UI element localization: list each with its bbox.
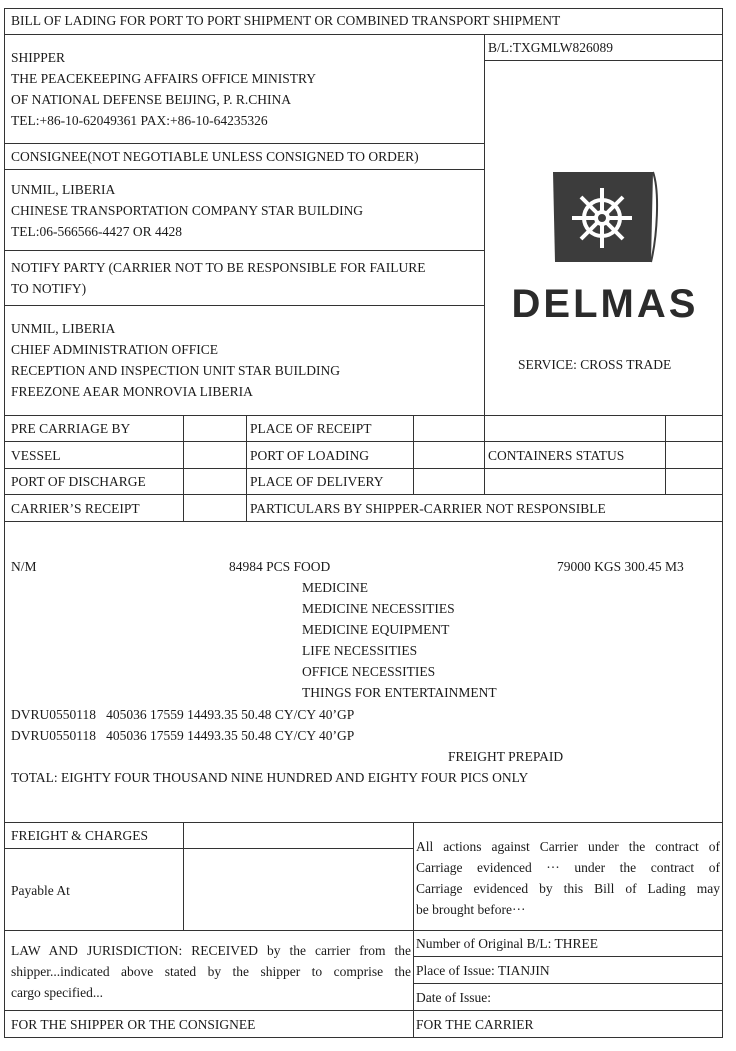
divider	[4, 143, 485, 144]
notify-line: UNMIL, LIBERIA	[11, 321, 116, 336]
divider	[183, 822, 184, 930]
divider	[246, 415, 247, 522]
document-title: BILL OF LADING FOR PORT TO PORT SHIPMENT OR COMBINED TRANSPORT SHIPMENT	[11, 13, 561, 28]
divider	[4, 468, 723, 469]
divider	[4, 415, 723, 416]
divider	[4, 441, 723, 442]
cargo-item: MEDICINE	[302, 580, 368, 595]
border-top	[4, 8, 723, 9]
carriers-receipt-label: CARRIER’S RECEIPT	[11, 501, 140, 516]
consignee-line: CHINESE TRANSPORTATION COMPANY STAR BUILDING	[11, 203, 364, 218]
containers-status-label: CONTAINERS STATUS	[488, 448, 625, 463]
place-of-delivery-label: PLACE OF DELIVERY	[250, 474, 384, 489]
consignee-label: CONSIGNEE(NOT NEGOTIABLE UNLESS CONSIGNED TO ORDER)	[11, 149, 419, 164]
cargo-item: OFFICE NECESSITIES	[302, 664, 436, 679]
container-line: DVRU0550118 405036 17559 14493.35 50.48 CY/CY 40’GP	[11, 707, 355, 722]
service-text: SERVICE: CROSS TRADE	[518, 357, 672, 372]
divider	[484, 415, 485, 495]
actions-clause-line: Carriage evidenced by this Bill of Lading may	[416, 881, 720, 896]
notify-line: RECEPTION AND INSPECTION UNIT STAR BUILDING	[11, 363, 341, 378]
shipper-line: THE PEACEKEEPING AFFAIRS OFFICE MINISTRY	[11, 71, 317, 86]
cargo-item: THINGS FOR ENTERTAINMENT	[302, 685, 497, 700]
delmas-logo	[505, 162, 705, 332]
divider	[484, 34, 485, 415]
actions-clause-line: All actions against Carrier under the contract of	[416, 839, 720, 854]
notify-label: NOTIFY PARTY (CARRIER NOT TO BE RESPONSIBLE FOR FAILURE	[11, 260, 426, 275]
freight-prepaid: FREIGHT PREPAID	[448, 749, 564, 764]
divider	[4, 494, 723, 495]
law-clause-line: LAW AND JURISDICTION: RECEIVED by the carrier from the	[11, 943, 411, 958]
logo-wordmark: DELMAS	[511, 282, 699, 326]
pre-carriage-label: PRE CARRIAGE BY	[11, 421, 131, 436]
cargo-item: LIFE NECESSITIES	[302, 643, 418, 658]
consignee-line: TEL:06-566566-4427 OR 4428	[11, 224, 182, 239]
divider	[4, 822, 723, 823]
divider	[4, 250, 485, 251]
shipper-line: TEL:+86-10-62049361 PAX:+86-10-64235326	[11, 113, 268, 128]
border-left	[4, 8, 5, 1038]
divider	[484, 60, 723, 61]
container-line: DVRU0550118 405036 17559 14493.35 50.48 CY/CY 40’GP	[11, 728, 355, 743]
notify-line: FREEZONE AEAR MONROVIA LIBERIA	[11, 384, 253, 399]
law-clause-line: cargo specified...	[11, 985, 103, 1000]
divider	[413, 983, 723, 984]
originals-count: Number of Original B/L: THREE	[416, 936, 598, 951]
shipper-signature-label: FOR THE SHIPPER OR THE CONSIGNEE	[11, 1017, 256, 1032]
cargo-item: MEDICINE NECESSITIES	[302, 601, 455, 616]
divider	[4, 1010, 723, 1011]
actions-clause-line: be brought before···	[416, 902, 526, 917]
cargo-weight-measure: 79000 KGS 300.45 M3	[557, 559, 684, 574]
place-of-receipt-label: PLACE OF RECEIPT	[250, 421, 372, 436]
port-of-loading-label: PORT OF LOADING	[250, 448, 369, 463]
divider	[665, 415, 666, 495]
payable-at-label: Payable At	[11, 883, 70, 898]
bl-number: B/L:TXGMLW826089	[488, 40, 613, 55]
divider	[4, 521, 723, 522]
delmas-flag-wheel-icon	[505, 162, 705, 332]
law-clause-line: shipper...indicated above stated by the shipper to comprise the	[11, 964, 411, 979]
border-right	[722, 8, 723, 1038]
place-of-issue: Place of Issue: TIANJIN	[416, 963, 550, 978]
freight-charges-label: FREIGHT & CHARGES	[11, 828, 149, 843]
divider	[413, 415, 414, 495]
cargo-marks: N/M	[11, 559, 37, 574]
particulars-label: PARTICULARS BY SHIPPER-CARRIER NOT RESPONSIBLE	[250, 501, 606, 516]
notify-label: TO NOTIFY)	[11, 281, 87, 296]
actions-clause-line: Carriage evidenced ··· under the contract of	[416, 860, 720, 875]
divider	[4, 848, 414, 849]
cargo-total: TOTAL: EIGHTY FOUR THOUSAND NINE HUNDRED AND EIGHTY FOUR PICS ONLY	[11, 770, 529, 785]
cargo-pieces: 84984 PCS FOOD	[229, 559, 331, 574]
notify-line: CHIEF ADMINISTRATION OFFICE	[11, 342, 219, 357]
border-bottom	[4, 1037, 723, 1038]
divider	[4, 305, 485, 306]
cargo-item: MEDICINE EQUIPMENT	[302, 622, 450, 637]
port-of-discharge-label: PORT OF DISCHARGE	[11, 474, 146, 489]
shipper-line: OF NATIONAL DEFENSE BEIJING, P. R.CHINA	[11, 92, 292, 107]
divider	[413, 956, 723, 957]
consignee-line: UNMIL, LIBERIA	[11, 182, 116, 197]
shipper-label: SHIPPER	[11, 50, 66, 65]
divider	[4, 34, 723, 35]
divider	[4, 930, 723, 931]
carrier-signature-label: FOR THE CARRIER	[416, 1017, 534, 1032]
divider	[4, 169, 485, 170]
divider	[183, 415, 184, 522]
date-of-issue: Date of Issue:	[416, 990, 491, 1005]
vessel-label: VESSEL	[11, 448, 61, 463]
